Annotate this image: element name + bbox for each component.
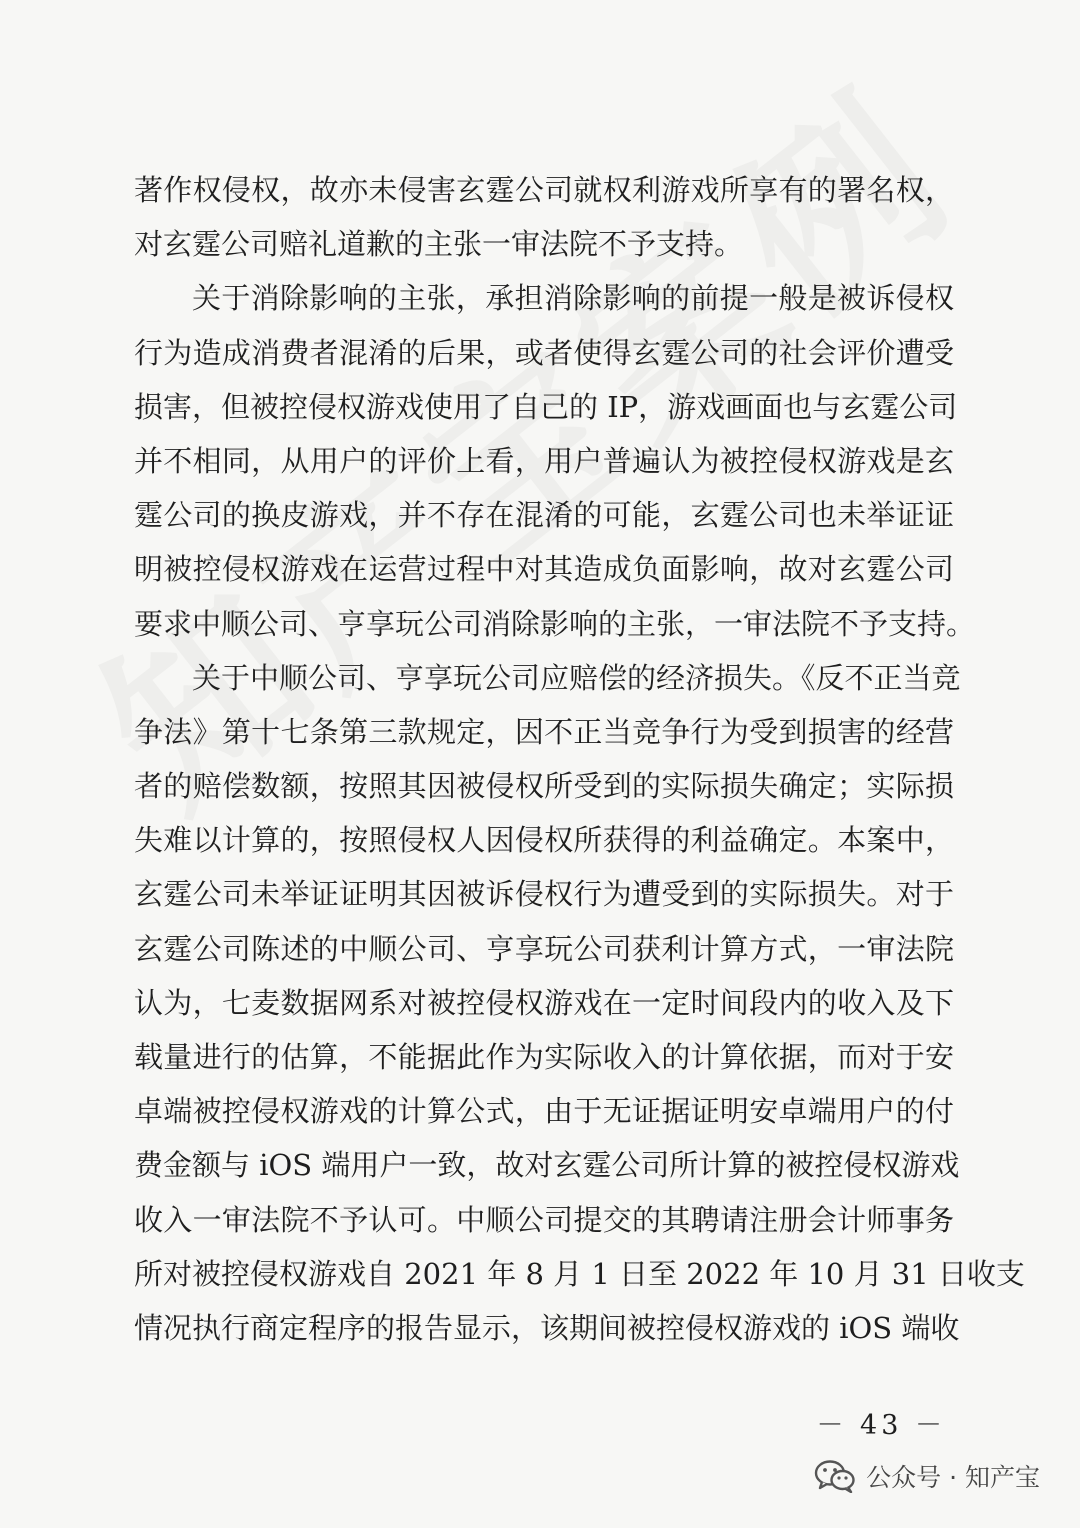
text-line: 争法》第十七条第三款规定，因不正当竞争行为受到损害的经营 [134,714,954,749]
text-line: 卓端被控侵权游戏的计算公式，由于无证据证明安卓端用户的付 [134,1094,954,1129]
text-line: 费金额与 iOS 端用户一致，故对玄霆公司所计算的被控侵权游戏 [134,1148,960,1183]
text-line: 要求中顺公司、亨享玩公司消除影响的主张，一审法院不予支持。 [134,606,976,641]
text-line: 霆公司的换皮游戏，并不存在混淆的可能，玄霆公司也未举证证 [134,498,954,533]
wechat-icon [814,1459,856,1493]
text-line: 情况执行商定程序的报告显示，该期间被控侵权游戏的 iOS 端收 [134,1310,960,1345]
text-line: 认为，七麦数据网系对被控侵权游戏在一定时间段内的收入及下 [134,985,954,1020]
document-body [134,163,1025,1355]
text-line: 损害，但被控侵权游戏使用了自己的 IP，游戏画面也与玄霆公司 [134,389,958,424]
text-line: 关于中顺公司、亨享玩公司应赔偿的经济损失。《反不正当竞 [192,660,961,695]
page-number: － 43 － [816,1410,946,1441]
text-line: 载量进行的估算，不能据此作为实际收入的计算依据，而对于安 [134,1040,954,1074]
text-line: 玄霆公司陈述的中顺公司、亨享玩公司获利计算方式，一审法院 [134,931,954,966]
text-line: 行为造成消费者混淆的后果，或者使得玄霆公司的社会评价遭受 [134,335,954,370]
text-line: 对玄霆公司赔礼道歉的主张一审法院不予支持。 [134,227,744,262]
text-line: 关于消除影响的主张，承担消除影响的前提一般是被诉侵权 [192,281,954,316]
text-line: 明被控侵权游戏在运营过程中对其造成负面影响，故对玄霆公司 [134,552,954,587]
text-line: 所对被控侵权游戏自 2021 年 8 月 1 日至 2022 年 10 月 31 日收支 [134,1256,1025,1291]
footer-text: 公众号 · 知产宝 [866,1463,1040,1492]
text-line: 者的赔偿数额，按照其因被侵权所受到的实际损失确定；实际损 [134,769,954,804]
text-line: 并不相同，从用户的评价上看，用户普遍认为被控侵权游戏是玄 [134,443,954,478]
text-line: 玄霆公司未举证证明其因被诉侵权行为遭受到的实际损失。对于 [134,877,954,912]
footer-credit [814,1458,1040,1494]
text-line: 著作权侵权，故亦未侵害玄霆公司就权利游戏所享有的署名权， [134,173,954,207]
text-line: 收入一审法院不予认可。中顺公司提交的其聘请注册会计师事务 [134,1202,954,1237]
text-line: 失难以计算的，按照侵权人因侵权所获得的利益确定。本案中， [134,823,954,858]
